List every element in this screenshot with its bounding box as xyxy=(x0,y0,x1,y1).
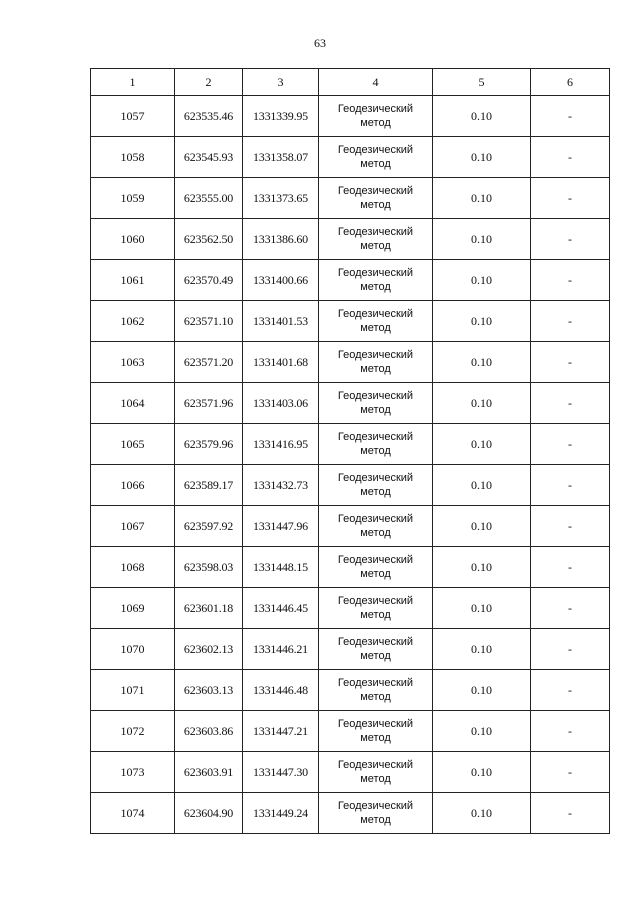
y-coordinate-cell: 1331401.53 xyxy=(243,301,319,342)
point-number-cell: 1062 xyxy=(91,301,175,342)
method-cell xyxy=(319,137,433,178)
y-coordinate-cell: 1331448.15 xyxy=(243,547,319,588)
note-cell: - xyxy=(531,752,610,793)
method-text: Геодезический метод xyxy=(337,390,414,416)
method-text: Геодезический метод xyxy=(337,636,414,662)
table-row xyxy=(91,588,610,629)
table-row xyxy=(91,178,610,219)
note-cell: - xyxy=(531,137,610,178)
note-cell: - xyxy=(531,342,610,383)
method-cell xyxy=(319,506,433,547)
y-coordinate-cell: 1331447.30 xyxy=(243,752,319,793)
accuracy-cell: 0.10 xyxy=(433,219,531,260)
method-text: Геодезический метод xyxy=(337,472,414,498)
accuracy-cell: 0.10 xyxy=(433,178,531,219)
note-cell: - xyxy=(531,301,610,342)
page-number: 63 xyxy=(314,36,326,50)
accuracy-cell: 0.10 xyxy=(433,752,531,793)
y-coordinate-cell: 1331432.73 xyxy=(243,465,319,506)
accuracy-cell: 0.10 xyxy=(433,96,531,137)
y-coordinate-cell: 1331447.96 xyxy=(243,506,319,547)
method-cell xyxy=(319,547,433,588)
method-text: Геодезический метод xyxy=(337,431,414,457)
method-cell xyxy=(319,301,433,342)
point-number-cell: 1069 xyxy=(91,588,175,629)
y-coordinate-cell: 1331447.21 xyxy=(243,711,319,752)
column-header-6: 6 xyxy=(531,69,610,96)
method-text: Геодезический метод xyxy=(337,308,414,334)
method-text: Геодезический метод xyxy=(337,185,414,211)
point-number-cell: 1066 xyxy=(91,465,175,506)
point-number-cell: 1073 xyxy=(91,752,175,793)
x-coordinate-cell: 623571.10 xyxy=(175,301,243,342)
table-row xyxy=(91,711,610,752)
y-coordinate-cell: 1331446.45 xyxy=(243,588,319,629)
method-cell xyxy=(319,629,433,670)
method-cell xyxy=(319,670,433,711)
method-text: Геодезический метод xyxy=(337,677,414,703)
table-row xyxy=(91,383,610,424)
y-coordinate-cell: 1331446.48 xyxy=(243,670,319,711)
table-row xyxy=(91,342,610,383)
point-number-cell: 1065 xyxy=(91,424,175,465)
note-cell: - xyxy=(531,670,610,711)
x-coordinate-cell: 623598.03 xyxy=(175,547,243,588)
table-row xyxy=(91,547,610,588)
table-row xyxy=(91,96,610,137)
note-cell: - xyxy=(531,793,610,834)
method-text: Геодезический метод xyxy=(337,103,414,129)
method-cell xyxy=(319,219,433,260)
point-number-cell: 1057 xyxy=(91,96,175,137)
method-cell xyxy=(319,752,433,793)
method-text: Геодезический метод xyxy=(337,349,414,375)
y-coordinate-cell: 1331339.95 xyxy=(243,96,319,137)
accuracy-cell: 0.10 xyxy=(433,383,531,424)
coordinates-table xyxy=(90,68,610,834)
y-coordinate-cell: 1331416.95 xyxy=(243,424,319,465)
x-coordinate-cell: 623603.13 xyxy=(175,670,243,711)
point-number-cell: 1071 xyxy=(91,670,175,711)
method-cell xyxy=(319,342,433,383)
table-row xyxy=(91,506,610,547)
table-row xyxy=(91,465,610,506)
point-number-cell: 1059 xyxy=(91,178,175,219)
header-row xyxy=(91,69,610,96)
accuracy-cell: 0.10 xyxy=(433,629,531,670)
table-row xyxy=(91,424,610,465)
x-coordinate-cell: 623545.93 xyxy=(175,137,243,178)
accuracy-cell: 0.10 xyxy=(433,342,531,383)
column-header-3: 3 xyxy=(243,69,319,96)
table-row xyxy=(91,793,610,834)
note-cell: - xyxy=(531,465,610,506)
column-header-4: 4 xyxy=(319,69,433,96)
y-coordinate-cell: 1331386.60 xyxy=(243,219,319,260)
method-text: Геодезический метод xyxy=(337,513,414,539)
method-cell xyxy=(319,793,433,834)
point-number-cell: 1072 xyxy=(91,711,175,752)
y-coordinate-cell: 1331449.24 xyxy=(243,793,319,834)
method-cell xyxy=(319,260,433,301)
note-cell: - xyxy=(531,260,610,301)
x-coordinate-cell: 623604.90 xyxy=(175,793,243,834)
x-coordinate-cell: 623555.00 xyxy=(175,178,243,219)
column-header-1: 1 xyxy=(91,69,175,96)
note-cell: - xyxy=(531,219,610,260)
x-coordinate-cell: 623603.91 xyxy=(175,752,243,793)
method-text: Геодезический метод xyxy=(337,718,414,744)
note-cell: - xyxy=(531,383,610,424)
accuracy-cell: 0.10 xyxy=(433,547,531,588)
y-coordinate-cell: 1331403.06 xyxy=(243,383,319,424)
method-text: Геодезический метод xyxy=(337,759,414,785)
accuracy-cell: 0.10 xyxy=(433,588,531,629)
accuracy-cell: 0.10 xyxy=(433,670,531,711)
method-cell xyxy=(319,178,433,219)
accuracy-cell: 0.10 xyxy=(433,506,531,547)
x-coordinate-cell: 623589.17 xyxy=(175,465,243,506)
table-row xyxy=(91,301,610,342)
note-cell: - xyxy=(531,424,610,465)
point-number-cell: 1064 xyxy=(91,383,175,424)
accuracy-cell: 0.10 xyxy=(433,301,531,342)
point-number-cell: 1060 xyxy=(91,219,175,260)
method-text: Геодезический метод xyxy=(337,267,414,293)
table-header xyxy=(91,69,610,96)
point-number-cell: 1070 xyxy=(91,629,175,670)
method-text: Геодезический метод xyxy=(337,595,414,621)
x-coordinate-cell: 623601.18 xyxy=(175,588,243,629)
y-coordinate-cell: 1331400.66 xyxy=(243,260,319,301)
accuracy-cell: 0.10 xyxy=(433,137,531,178)
method-cell xyxy=(319,96,433,137)
note-cell: - xyxy=(531,629,610,670)
point-number-cell: 1068 xyxy=(91,547,175,588)
y-coordinate-cell: 1331446.21 xyxy=(243,629,319,670)
method-text: Геодезический метод xyxy=(337,226,414,252)
y-coordinate-cell: 1331401.68 xyxy=(243,342,319,383)
x-coordinate-cell: 623562.50 xyxy=(175,219,243,260)
method-cell xyxy=(319,711,433,752)
note-cell: - xyxy=(531,178,610,219)
method-text: Геодезический метод xyxy=(337,144,414,170)
note-cell: - xyxy=(531,711,610,752)
point-number-cell: 1058 xyxy=(91,137,175,178)
table-row xyxy=(91,260,610,301)
y-coordinate-cell: 1331373.65 xyxy=(243,178,319,219)
method-cell xyxy=(319,424,433,465)
accuracy-cell: 0.10 xyxy=(433,465,531,506)
column-header-5: 5 xyxy=(433,69,531,96)
point-number-cell: 1074 xyxy=(91,793,175,834)
accuracy-cell: 0.10 xyxy=(433,424,531,465)
table-row xyxy=(91,670,610,711)
x-coordinate-cell: 623603.86 xyxy=(175,711,243,752)
point-number-cell: 1063 xyxy=(91,342,175,383)
accuracy-cell: 0.10 xyxy=(433,793,531,834)
x-coordinate-cell: 623571.96 xyxy=(175,383,243,424)
method-cell xyxy=(319,383,433,424)
x-coordinate-cell: 623597.92 xyxy=(175,506,243,547)
accuracy-cell: 0.10 xyxy=(433,260,531,301)
note-cell: - xyxy=(531,588,610,629)
table-row xyxy=(91,629,610,670)
note-cell: - xyxy=(531,96,610,137)
x-coordinate-cell: 623602.13 xyxy=(175,629,243,670)
note-cell: - xyxy=(531,506,610,547)
method-cell xyxy=(319,465,433,506)
point-number-cell: 1061 xyxy=(91,260,175,301)
y-coordinate-cell: 1331358.07 xyxy=(243,137,319,178)
method-text: Геодезический метод xyxy=(337,554,414,580)
point-number-cell: 1067 xyxy=(91,506,175,547)
accuracy-cell: 0.10 xyxy=(433,711,531,752)
x-coordinate-cell: 623571.20 xyxy=(175,342,243,383)
note-cell: - xyxy=(531,547,610,588)
table-row xyxy=(91,752,610,793)
method-cell xyxy=(319,588,433,629)
table-row xyxy=(91,219,610,260)
x-coordinate-cell: 623570.49 xyxy=(175,260,243,301)
x-coordinate-cell: 623579.96 xyxy=(175,424,243,465)
column-header-2: 2 xyxy=(175,69,243,96)
method-text: Геодезический метод xyxy=(337,800,414,826)
x-coordinate-cell: 623535.46 xyxy=(175,96,243,137)
table-row xyxy=(91,137,610,178)
table-body xyxy=(91,96,610,834)
